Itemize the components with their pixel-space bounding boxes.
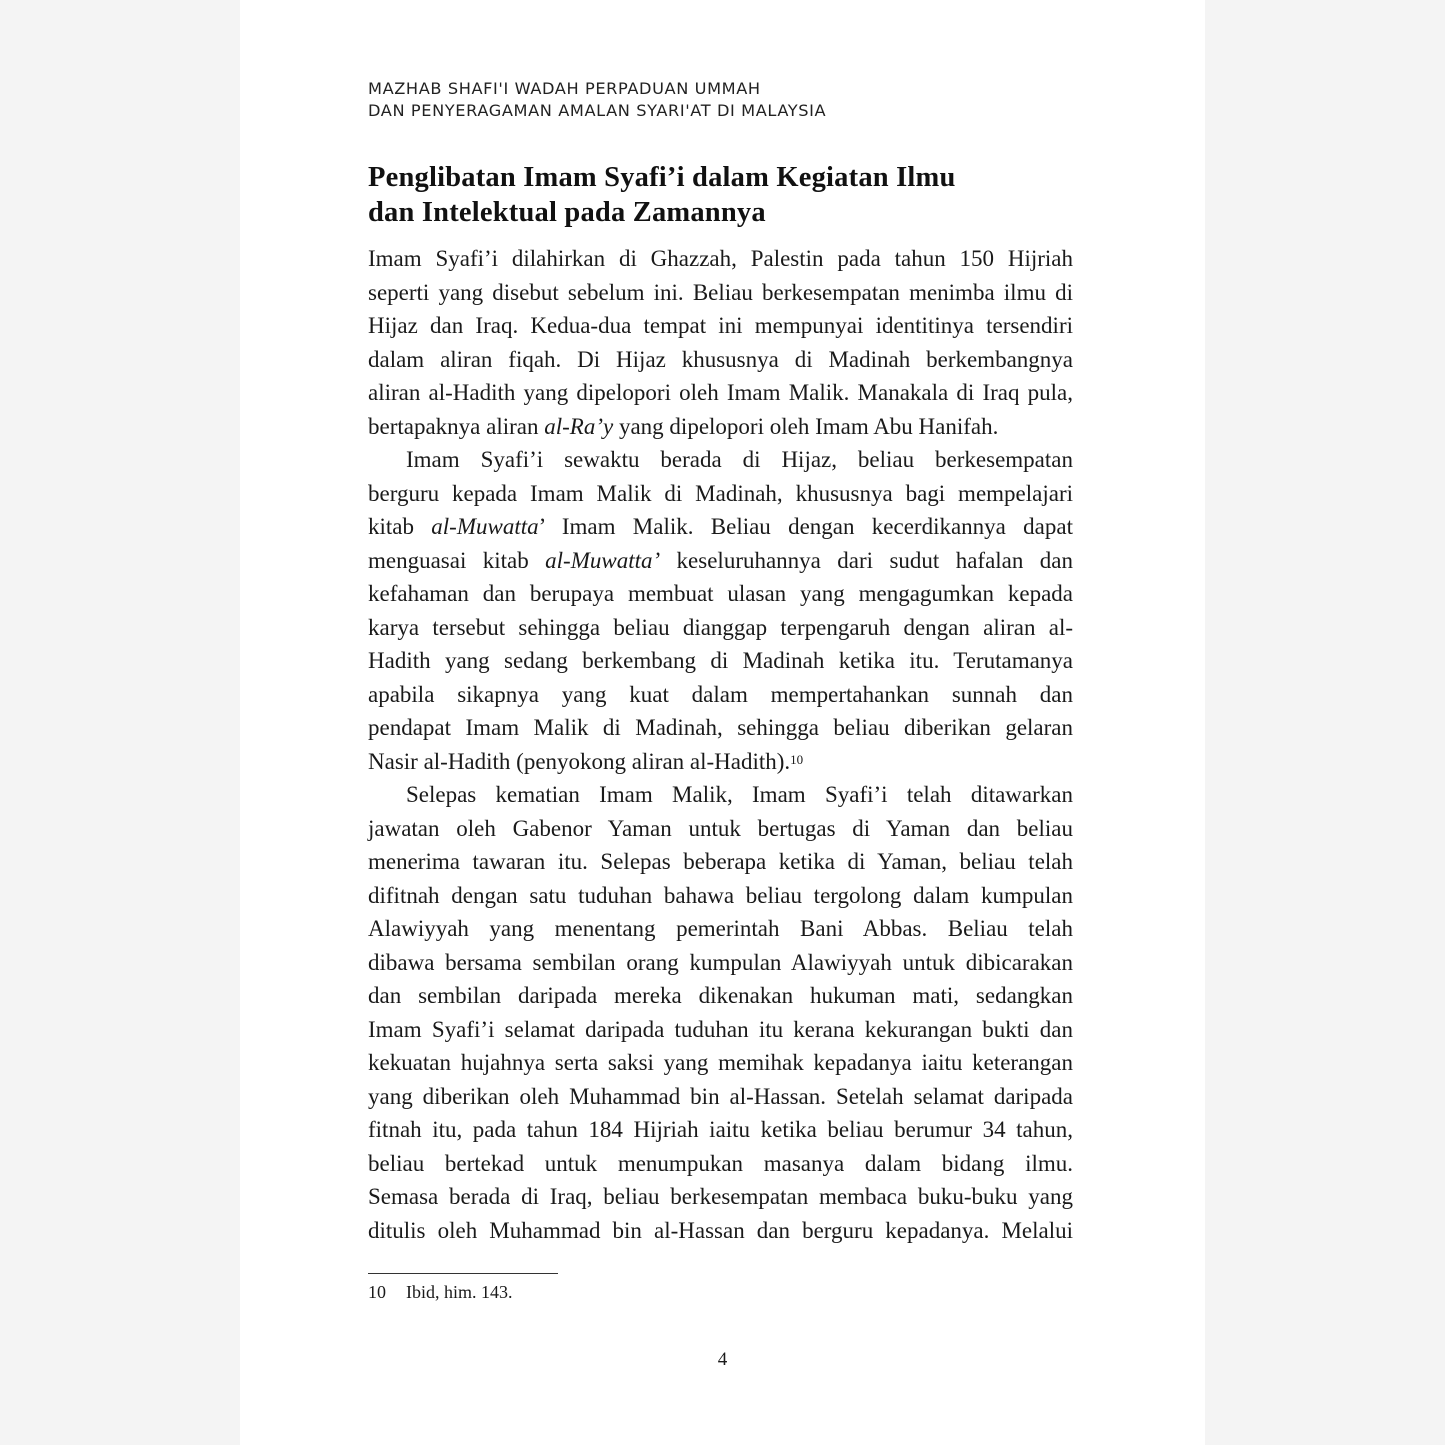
text-segment: kitab	[368, 514, 432, 539]
text-line: menerima tawaran itu. Selepas beberapa ketika di Yaman, beliau telah	[368, 849, 1073, 874]
text-line	[368, 410, 1073, 444]
text-line: Hijaz dan Iraq. Kedua-dua tempat ini mempunyai identitinya tersendiri	[368, 313, 1073, 338]
italic-term: al-Muwatta’	[545, 547, 661, 573]
paragraph-1	[368, 242, 1073, 443]
text-line: fitnah itu, pada tahun 184 Hijriah iaitu ketika beliau berumur 34 tahun,	[368, 1117, 1073, 1142]
text-segment: yang dipelopori oleh Imam Abu Hanifah.	[613, 413, 999, 439]
text-line: Hadith yang sedang berkembang di Madinah ketika itu. Terutamanya	[368, 648, 1073, 673]
text-line: jawatan oleh Gabenor Yaman untuk bertugas di Yaman dan beliau	[368, 815, 1073, 841]
text-line: Alawiyyah yang menentang pemerintah Bani Abbas. Beliau telah	[368, 916, 1073, 941]
text-line: karya tersebut sehingga beliau dianggap terpengaruh dengan aliran al-	[368, 614, 1073, 640]
text-line: Imam Syafi’i sewaktu berada di Hijaz, beliau berkesempatan	[406, 447, 1073, 472]
paragraph-3	[368, 778, 1073, 1247]
text-line: Imam Syafi’i dilahirkan di Ghazzah, Palestin pada tahun 150 Hijriah	[368, 246, 1073, 271]
paragraph-2	[368, 443, 1073, 778]
text-segment: keseluruhannya dari sudut hafalan dan	[660, 547, 1073, 573]
page-content	[368, 78, 1073, 1303]
text-segment: bertapaknya aliran	[368, 413, 545, 439]
text-line: Selepas kematian Imam Malik, Imam Syafi’i telah ditawarkan	[406, 782, 1073, 807]
text-line: difitnah dengan satu tuduhan bahawa beliau tergolong dalam kumpulan	[368, 882, 1073, 908]
text-line: aliran al-Hadith yang dipelopori oleh Imam Malik. Manakala di Iraq pula,	[368, 380, 1073, 405]
text-segment: Nasir al-Hadith (penyokong aliran al-Hadith).	[368, 748, 791, 774]
text-line: seperti yang disebut sebelum ini. Beliau berkesempatan menimba ilmu di	[368, 279, 1073, 305]
text-line: dibawa bersama sembilan orang kumpulan Alawiyyah untuk dibicarakan	[368, 949, 1073, 975]
footnote-divider	[368, 1273, 558, 1274]
text-line: apabila sikapnya yang kuat dalam mempertahankan sunnah dan	[368, 681, 1073, 707]
section-heading	[368, 160, 1073, 230]
italic-term: al-Ra’y	[544, 413, 614, 439]
text-segment: ’ Imam Malik. Beliau dengan kecerdikannya dapat	[538, 514, 1073, 539]
footnote-text: Ibid, him. 143.	[406, 1282, 513, 1302]
text-line	[368, 510, 1073, 544]
text-line: beliau bertekad untuk menumpukan masanya dalam bidang ilmu.	[368, 1150, 1073, 1176]
book-page	[240, 0, 1205, 1445]
footnote	[368, 1282, 1073, 1303]
footnote-reference[interactable]: 10	[790, 751, 804, 767]
text-segment: menguasai kitab	[368, 547, 546, 573]
text-line: dalam aliran fiqah. Di Hijaz khususnya di Madinah berkembangnya	[368, 346, 1073, 372]
running-head-line-2: DAN PENYERAGAMAN AMALAN SYARI'AT DI MALAYSIA	[368, 101, 827, 120]
running-head	[368, 78, 1073, 122]
text-line: dan sembilan daripada mereka dikenakan hukuman mati, sedangkan	[368, 983, 1073, 1008]
text-line: ditulis oleh Muhammad bin al-Hassan dan berguru kepadanya. Melalui	[368, 1217, 1073, 1243]
text-line: Semasa berada di Iraq, beliau berkesempatan membaca buku-buku yang	[368, 1184, 1073, 1209]
text-line: kekuatan hujahnya serta saksi yang memihak kepadanya iaitu keterangan	[368, 1050, 1073, 1075]
text-line: yang diberikan oleh Muhammad bin al-Hassan. Setelah selamat daripada	[368, 1083, 1073, 1109]
text-line: Imam Syafi’i selamat daripada tuduhan itu kerana kekurangan bukti dan	[368, 1016, 1073, 1042]
section-heading-line-2: dan Intelektual pada Zamannya	[368, 197, 766, 228]
text-line	[368, 544, 1073, 578]
text-line: kefahaman dan berupaya membuat ulasan yang mengagumkan kepada	[368, 581, 1073, 606]
section-heading-line-1: Penglibatan Imam Syafi’i dalam Kegiatan Ilmu	[368, 162, 956, 193]
footnote-number: 10	[368, 1282, 386, 1302]
running-head-line-1: MAZHAB SHAFI'I WADAH PERPADUAN UMMAH	[368, 79, 761, 98]
page-number: 4	[717, 1349, 728, 1370]
text-line: pendapat Imam Malik di Madinah, sehingga beliau diberikan gelaran	[368, 715, 1073, 740]
italic-term: al-Muwatta	[431, 514, 539, 539]
text-line	[368, 745, 1073, 779]
text-line: berguru kepada Imam Malik di Madinah, khususnya bagi mempelajari	[368, 480, 1073, 506]
